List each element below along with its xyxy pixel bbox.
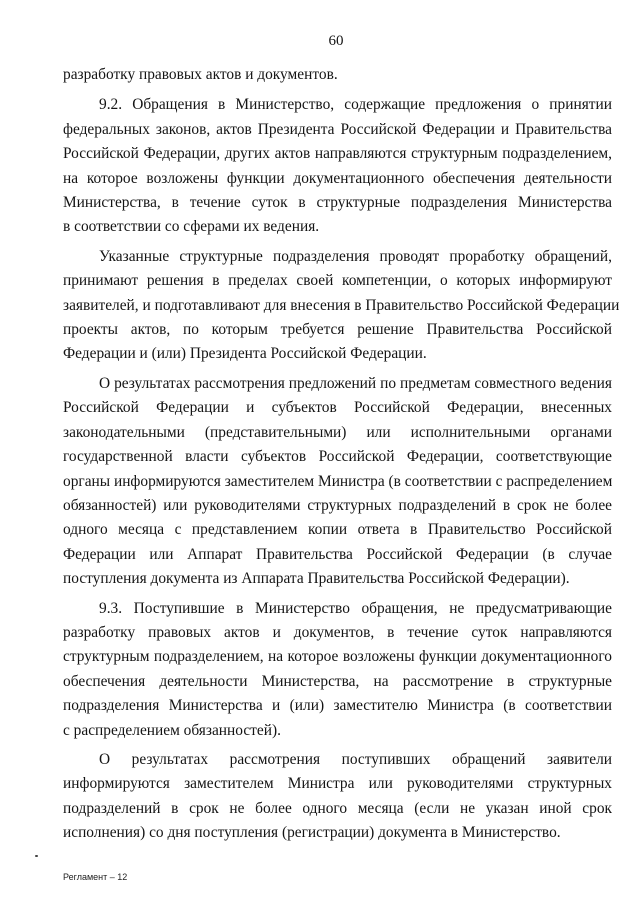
text-line: подразделения Министерства и (или) заместителю Министра (в соответствии (63, 697, 612, 715)
text-line: Министерства, в течение суток в структурные подразделения Министерства (63, 194, 612, 212)
text-line: на которое возложены функции документационного обеспечения деятельности (63, 169, 612, 187)
text-line: информируются заместителем Министра или руководителями структурных (63, 775, 612, 793)
text-line: поступления документа из Аппарата Правительства Российской Федерации). (63, 570, 570, 588)
document-body (63, 63, 620, 846)
text-line: государственной власти субъектов Российской Федерации, соответствующие (63, 448, 612, 466)
text-line: федеральных законов, актов Президента Российской Федерации и Правительства (63, 120, 612, 138)
text-line: О результатах рассмотрения предложений по предметам совместного ведения (99, 374, 612, 392)
paragraph-departments (63, 245, 620, 367)
text-line: заявителей, и подготавливают для внесения в Правительство Российской Федерации (63, 296, 620, 314)
paragraph-9-3 (63, 597, 612, 743)
text-line: обеспечения деятельности Министерства, на рассмотрение в структурные (63, 672, 612, 690)
footer-label: Регламент – 12 (63, 872, 128, 882)
text-line: Российской Федерации и субъектов Российской Федерации, внесенных (63, 399, 612, 417)
text-line: Федерации и (или) Президента Российской Федерации. (63, 345, 427, 363)
text-line: в соответствии со сферами их ведения. (63, 218, 320, 236)
text-line: с распределением обязанностей). (63, 721, 281, 739)
text-line: Указанные структурные подразделения проводят проработку обращений, (99, 247, 612, 265)
text-line: О результатах рассмотрения поступивших обращений заявители (99, 750, 612, 768)
paragraph-results-applicants (63, 748, 612, 846)
text-line: Российской Федерации, других актов направляются структурным подразделением, (63, 145, 612, 163)
text-line: обязанностей) или руководителями структурных подразделений в срок не более (63, 496, 612, 514)
paragraph-results-joint (63, 372, 612, 592)
text-line: структурным подразделением, на которое возложены функции документационного (63, 648, 612, 666)
text-line: принимают решения в пределах своей компетенции, о которых информируют (63, 272, 612, 290)
scan-speck (35, 855, 38, 857)
page-number: 60 (328, 33, 344, 49)
paragraph-9-2 (63, 93, 612, 239)
text-line: органы информируются заместителем Министра (в соответствии с распределением (63, 472, 613, 490)
text-line: Федерации или Аппарат Правительства Российской Федерации (в случае (63, 545, 612, 563)
paragraph-continuation (63, 63, 612, 87)
text-line: 9.2. Обращения в Министерство, содержащие предложения о принятии (99, 96, 612, 114)
text-line: подразделений в срок не более одного месяца (если не указан иной срок (63, 799, 612, 817)
text-line: разработку правовых актов и документов, в течение суток направляются (63, 623, 612, 641)
text-line: разработку правовых актов и документов. (63, 66, 338, 83)
text-line: одного месяца с представлением копии ответа в Правительство Российской (63, 521, 612, 539)
text-line: законодательными (представительными) или исполнительными органами (63, 423, 612, 441)
text-line: исполнения) со дня поступления (регистрации) документа в Министерство. (63, 824, 561, 842)
text-line: проекты актов, по которым требуется решение Правительства Российской (63, 321, 612, 339)
text-line: 9.3. Поступившие в Министерство обращения, не предусматривающие (99, 599, 612, 617)
